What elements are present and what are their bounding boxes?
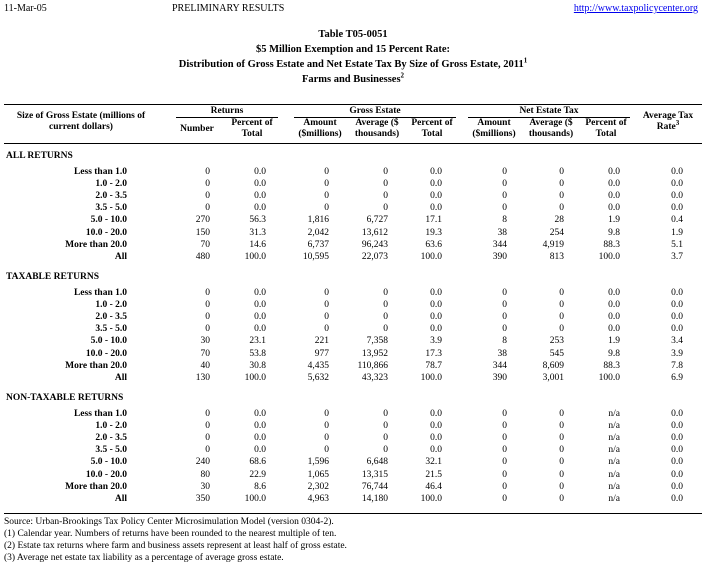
table-cell: 0 — [383, 312, 388, 323]
table-row — [0, 311, 706, 323]
table-cell: 0 — [559, 288, 564, 298]
table-cell: 96,243 — [361, 239, 388, 250]
table-cell: 3.4 — [671, 336, 683, 347]
table-cell: 8.6 — [254, 481, 266, 492]
footnote: (3) Average net estate tax liability as a percentage of average gross estate. — [4, 553, 284, 563]
row-label: More than 20.0 — [65, 360, 127, 371]
table-cell: 0.0 — [608, 179, 620, 190]
table-cell: 0 — [205, 445, 210, 456]
table-cell: 0 — [383, 191, 388, 202]
nt-pct-header: Percent of Total — [585, 118, 627, 139]
table-cell: 88.3 — [603, 239, 620, 250]
table-cell: 3,001 — [542, 372, 564, 383]
table-cell: 0 — [559, 445, 564, 456]
table-cell: n/a — [608, 457, 620, 468]
table-cell: 0 — [205, 191, 210, 202]
table-cell: 0.0 — [254, 191, 266, 202]
report-date: 11-Mar-05 — [4, 3, 47, 14]
table-cell: 0 — [205, 300, 210, 311]
table-cell: 23.1 — [249, 336, 266, 347]
table-cell: 240 — [195, 457, 210, 468]
table-cell: 0 — [502, 433, 507, 444]
table-cell: 0.0 — [671, 409, 683, 419]
table-row — [0, 408, 706, 420]
table-cell: 100.0 — [420, 493, 442, 504]
row-label: Less than 1.0 — [73, 409, 127, 419]
header-top-rule — [4, 104, 702, 105]
table-cell: 8 — [502, 215, 507, 226]
table-cell: 480 — [195, 251, 210, 262]
table-cell: 0 — [324, 167, 329, 177]
table-cell: 6,727 — [366, 215, 388, 226]
table-cell: 0 — [383, 288, 388, 298]
table-description: Distribution of Gross Estate and Net Estate Tax By Size of Gross Estate, 2011$^1$ — [178, 56, 528, 70]
row-label: 5.0 - 10.0 — [90, 457, 127, 468]
table-cell: 0 — [205, 203, 210, 214]
table-cell: 4,435 — [307, 360, 329, 371]
table-row — [0, 166, 706, 178]
returns-pct-header: Percent of Total — [231, 118, 273, 139]
table-cell: 0.0 — [671, 167, 683, 177]
table-cell: 0 — [205, 179, 210, 190]
table-cell: 0 — [383, 409, 388, 419]
table-cell: 76,744 — [361, 481, 388, 492]
table-cell: 0.0 — [671, 324, 683, 335]
table-cell: 0.0 — [430, 191, 442, 202]
table-cell: 0 — [205, 324, 210, 335]
table-cell: 1,816 — [307, 215, 329, 226]
table-cell: 0 — [383, 203, 388, 214]
table-cell: 78.7 — [425, 360, 442, 371]
table-cell: 0 — [502, 481, 507, 492]
table-cell: 0 — [559, 421, 564, 432]
size-column-header: Size of Gross Estate (millions of current dollars) — [16, 111, 146, 132]
table-cell: 1.9 — [608, 336, 620, 347]
table-cell: 0 — [502, 324, 507, 335]
table-cell: n/a — [608, 445, 620, 456]
row-label: Less than 1.0 — [73, 288, 127, 298]
table-cell: 0.0 — [254, 167, 266, 177]
table-cell: n/a — [608, 469, 620, 480]
table-cell: 0.0 — [671, 445, 683, 456]
gross-estate-group-header: Gross Estate — [349, 106, 401, 116]
table-cell: 4,963 — [307, 493, 329, 504]
table-cell: 5.1 — [671, 239, 683, 250]
table-cell: 32.1 — [425, 457, 442, 468]
table-cell: 1.9 — [608, 215, 620, 226]
table-cell: 0 — [559, 179, 564, 190]
table-cell: 0.0 — [254, 179, 266, 190]
row-label: 3.5 - 5.0 — [95, 324, 127, 335]
table-cell: 0 — [559, 312, 564, 323]
source-note: Source: Urban-Brookings Tax Policy Center Microsimulation Model (version 0304-2). — [4, 517, 334, 527]
table-cell: 0.0 — [671, 493, 683, 504]
table-cell: 8 — [502, 336, 507, 347]
table-cell: 0 — [559, 300, 564, 311]
table-cell: 0 — [502, 421, 507, 432]
ge-pct-header: Percent of Total — [411, 118, 453, 139]
footnote: (1) Calendar year. Numbers of returns have been rounded to the nearest multiple of ten. — [4, 529, 337, 539]
table-cell: 68.6 — [249, 457, 266, 468]
table-cell: 22,073 — [361, 251, 388, 262]
table-cell: 0.0 — [671, 191, 683, 202]
table-cell: 6.9 — [671, 372, 683, 383]
table-row — [0, 202, 706, 214]
table-cell: 0 — [502, 445, 507, 456]
nt-amount-header: Amount ($millions) — [472, 118, 516, 139]
table-cell: 0 — [324, 445, 329, 456]
ge-average-header: Average ($ thousands) — [354, 118, 400, 139]
table-cell: 2,302 — [307, 481, 329, 492]
table-cell: 977 — [314, 348, 329, 359]
table-cell: 813 — [549, 251, 564, 262]
table-cell: 0.0 — [430, 288, 442, 298]
table-cell: 0.0 — [430, 324, 442, 335]
table-cell: 0 — [324, 300, 329, 311]
table-cell: 43,323 — [361, 372, 388, 383]
table-cell: 221 — [314, 336, 329, 347]
table-cell: 0.0 — [671, 203, 683, 214]
table-row — [0, 456, 706, 468]
table-cell: 254 — [549, 227, 564, 238]
table-cell: 0.0 — [254, 421, 266, 432]
table-cell: 100.0 — [598, 251, 620, 262]
table-cell: 0.0 — [430, 421, 442, 432]
table-cell: n/a — [608, 421, 620, 432]
table-cell: 0 — [324, 288, 329, 298]
table-cell: 0.0 — [671, 312, 683, 323]
table-row — [0, 214, 706, 226]
table-cell: 0 — [502, 191, 507, 202]
table-cell: 0 — [502, 469, 507, 480]
table-cell: 0.0 — [254, 433, 266, 444]
table-cell: 1,065 — [307, 469, 329, 480]
table-cell: 8,609 — [542, 360, 564, 371]
footnote: (2) Estate tax returns where farm and business assets represent at least half of gross estate. — [4, 541, 347, 551]
table-row — [0, 190, 706, 202]
table-cell: 0 — [559, 324, 564, 335]
table-cell: 4,919 — [542, 239, 564, 250]
header-bottom-rule — [4, 143, 702, 144]
table-cell: 38 — [497, 348, 507, 359]
table-cell: 0 — [502, 300, 507, 311]
table-cell: 5,632 — [307, 372, 329, 383]
table-cell: 100.0 — [420, 372, 442, 383]
table-cell: 17.3 — [425, 348, 442, 359]
table-cell: 21.5 — [425, 469, 442, 480]
table-cell: 17.1 — [425, 215, 442, 226]
table-cell: 0 — [502, 457, 507, 468]
table-cell: 0.0 — [671, 481, 683, 492]
table-cell: 0 — [383, 324, 388, 335]
table-row — [0, 323, 706, 335]
table-cell: 0 — [324, 409, 329, 419]
table-cell: 0 — [559, 469, 564, 480]
table-cell: 53.8 — [249, 348, 266, 359]
table-cell: 22.9 — [249, 469, 266, 480]
row-label: 1.0 - 2.0 — [95, 421, 127, 432]
table-cell: 0 — [383, 300, 388, 311]
table-cell: 0.0 — [608, 324, 620, 335]
table-cell: 0 — [205, 409, 210, 419]
table-cell: 0 — [502, 203, 507, 214]
table-cell: 100.0 — [244, 251, 266, 262]
table-cell: 0.0 — [671, 433, 683, 444]
table-cell: 0 — [324, 421, 329, 432]
row-label: All — [114, 251, 127, 262]
table-cell: 14,180 — [361, 493, 388, 504]
row-label: Less than 1.0 — [73, 167, 127, 177]
table-cell: 9.8 — [608, 348, 620, 359]
table-cell: 100.0 — [244, 493, 266, 504]
table-row — [0, 348, 706, 360]
table-cell: 0 — [383, 445, 388, 456]
table-cell: 0.0 — [430, 300, 442, 311]
table-cell: 100.0 — [598, 372, 620, 383]
table-cell: 0.0 — [608, 167, 620, 177]
table-cell: 0.4 — [671, 215, 683, 226]
table-cell: 270 — [195, 215, 210, 226]
table-cell: 0.0 — [671, 300, 683, 311]
table-cell: 0 — [559, 457, 564, 468]
table-cell: 30.8 — [249, 360, 266, 371]
table-cell: 253 — [549, 336, 564, 347]
returns-group-header: Returns — [210, 106, 244, 116]
table-row — [0, 372, 706, 384]
table-row — [0, 360, 706, 372]
returns-number-header: Number — [180, 124, 214, 134]
net-estate-tax-group-header: Net Estate Tax — [519, 106, 579, 116]
table-cell: 0 — [205, 421, 210, 432]
table-cell: 1,596 — [307, 457, 329, 468]
table-row — [0, 299, 706, 311]
table-cell: 30 — [200, 481, 210, 492]
table-cell: 56.3 — [249, 215, 266, 226]
preliminary-label: PRELIMINARY RESULTS — [172, 3, 285, 14]
table-cell: 0 — [559, 191, 564, 202]
table-cell: 350 — [195, 493, 210, 504]
table-cell: 13,952 — [361, 348, 388, 359]
table-cell: 0 — [559, 493, 564, 504]
table-cell: 0 — [324, 179, 329, 190]
table-cell: 63.6 — [425, 239, 442, 250]
table-cell: n/a — [608, 493, 620, 504]
table-cell: 0 — [502, 288, 507, 298]
table-cell: 0 — [324, 324, 329, 335]
table-row — [0, 335, 706, 347]
table-cell: 2,042 — [307, 227, 329, 238]
table-cell: 0.0 — [608, 288, 620, 298]
table-id: Table T05-0051 — [318, 29, 388, 40]
section-title: NON-TAXABLE RETURNS — [6, 393, 124, 403]
row-label: More than 20.0 — [65, 481, 127, 492]
table-cell: 0.0 — [430, 445, 442, 456]
table-cell: 110,866 — [357, 360, 388, 371]
row-label: 2.0 - 3.5 — [95, 191, 127, 202]
table-cell: 0 — [559, 203, 564, 214]
table-row — [0, 481, 706, 493]
table-row — [0, 227, 706, 239]
table-cell: 70 — [200, 348, 210, 359]
table-bottom-rule — [4, 513, 702, 514]
table-cell: 0.0 — [254, 409, 266, 419]
table-cell: 70 — [200, 239, 210, 250]
table-cell: 0.0 — [671, 469, 683, 480]
table-cell: 0 — [383, 179, 388, 190]
row-label: 10.0 - 20.0 — [85, 469, 127, 480]
table-cell: 40 — [200, 360, 210, 371]
table-cell: 0.0 — [254, 203, 266, 214]
table-cell: 3.7 — [671, 251, 683, 262]
table-cell: 10,595 — [302, 251, 329, 262]
table-title-block — [0, 27, 706, 87]
table-cell: 344 — [492, 239, 507, 250]
table-cell: 0 — [559, 433, 564, 444]
table-row — [0, 287, 706, 299]
table-cell: 31.3 — [249, 227, 266, 238]
table-cell: 0 — [324, 203, 329, 214]
table-cell: 0 — [205, 288, 210, 298]
row-label: 1.0 - 2.0 — [95, 179, 127, 190]
table-cell: 0.0 — [608, 203, 620, 214]
table-cell: 0.0 — [254, 288, 266, 298]
table-row — [0, 469, 706, 481]
table-cell: 0.0 — [671, 288, 683, 298]
table-cell: n/a — [608, 433, 620, 444]
table-cell: 150 — [195, 227, 210, 238]
table-cell: 545 — [549, 348, 564, 359]
table-cell: 0.0 — [430, 312, 442, 323]
table-cell: 0.0 — [430, 433, 442, 444]
table-cell: 7.8 — [671, 360, 683, 371]
table-cell: 100.0 — [244, 372, 266, 383]
table-cell: 7,358 — [366, 336, 388, 347]
table-cell: 0 — [559, 481, 564, 492]
table-row — [0, 493, 706, 505]
table-cell: 0.0 — [254, 300, 266, 311]
table-cell: 1.9 — [671, 227, 683, 238]
table-row — [0, 239, 706, 251]
table-cell: 0 — [324, 191, 329, 202]
table-cell: 13,315 — [361, 469, 388, 480]
table-cell: 9.8 — [608, 227, 620, 238]
row-label: 10.0 - 20.0 — [85, 348, 127, 359]
row-label: 10.0 - 20.0 — [85, 227, 127, 238]
table-cell: 0 — [205, 433, 210, 444]
table-cell: 390 — [492, 251, 507, 262]
nt-average-header: Average ($ thousands) — [528, 118, 574, 139]
table-cell: 0.0 — [430, 167, 442, 177]
row-label: 5.0 - 10.0 — [90, 215, 127, 226]
table-cell: 0 — [383, 167, 388, 177]
table-cell: 344 — [492, 360, 507, 371]
table-cell: 13,612 — [361, 227, 388, 238]
table-cell: 390 — [492, 372, 507, 383]
row-label: 3.5 - 5.0 — [95, 203, 127, 214]
table-cell: 0.0 — [254, 312, 266, 323]
table-cell: 0 — [502, 493, 507, 504]
table-cell: n/a — [608, 409, 620, 419]
row-label: 5.0 - 10.0 — [90, 336, 127, 347]
table-cell: 19.3 — [425, 227, 442, 238]
table-cell: 0 — [324, 312, 329, 323]
table-cell: 46.4 — [425, 481, 442, 492]
table-cell: 80 — [200, 469, 210, 480]
table-cell: 0 — [383, 421, 388, 432]
table-cell: 0 — [324, 433, 329, 444]
table-cell: n/a — [608, 481, 620, 492]
table-cell: 0.0 — [254, 445, 266, 456]
table-cell: 0.0 — [608, 191, 620, 202]
table-cell: 0.0 — [254, 324, 266, 335]
row-label: All — [114, 372, 127, 383]
table-cell: 6,648 — [366, 457, 388, 468]
row-label: 1.0 - 2.0 — [95, 300, 127, 311]
table-row — [0, 178, 706, 190]
avg-tax-rate-header: Average Tax Rate$^3$ — [642, 111, 694, 132]
table-cell: 0 — [559, 409, 564, 419]
table-cell: 3.9 — [430, 336, 442, 347]
table-cell: 3.9 — [671, 348, 683, 359]
table-cell: 0 — [502, 312, 507, 323]
source-link[interactable]: http://www.taxpolicycenter.org — [573, 3, 698, 14]
row-label: 3.5 - 5.0 — [95, 445, 127, 456]
table-cell: 0.0 — [671, 457, 683, 468]
table-row — [0, 432, 706, 444]
table-cell: 0 — [502, 179, 507, 190]
table-row — [0, 444, 706, 456]
table-row — [0, 420, 706, 432]
table-cell: 0 — [559, 167, 564, 177]
table-cell: 0.0 — [430, 203, 442, 214]
table-cell: 88.3 — [603, 360, 620, 371]
table-cell: 6,737 — [307, 239, 329, 250]
table-row — [0, 251, 706, 263]
table-cell: 38 — [497, 227, 507, 238]
table-subtitle: $5 Million Exemption and 15 Percent Rate: — [255, 44, 451, 55]
table-cell: 0 — [205, 312, 210, 323]
section-title: ALL RETURNS — [6, 151, 73, 161]
row-label: 2.0 - 3.5 — [95, 433, 127, 444]
table-cell: 0.0 — [608, 300, 620, 311]
ge-amount-header: Amount ($millions) — [298, 118, 342, 139]
table-cell: 0.0 — [430, 409, 442, 419]
table-cell: 0.0 — [430, 179, 442, 190]
table-cell: 30 — [200, 336, 210, 347]
table-cell: 14.6 — [249, 239, 266, 250]
table-scope: Farms and Businesses$^2$ — [301, 71, 405, 85]
row-label: All — [114, 493, 127, 504]
table-cell: 0 — [502, 409, 507, 419]
row-label: 2.0 - 3.5 — [95, 312, 127, 323]
table-cell: 0 — [502, 167, 507, 177]
table-cell: 100.0 — [420, 251, 442, 262]
table-cell: 0 — [205, 167, 210, 177]
table-cell: 0.0 — [671, 421, 683, 432]
table-cell: 0.0 — [608, 312, 620, 323]
section-title: TAXABLE RETURNS — [6, 272, 99, 282]
table-cell: 0.0 — [671, 179, 683, 190]
table-cell: 28 — [554, 215, 564, 226]
table-cell: 130 — [195, 372, 210, 383]
table-cell: 0 — [383, 433, 388, 444]
row-label: More than 20.0 — [65, 239, 127, 250]
